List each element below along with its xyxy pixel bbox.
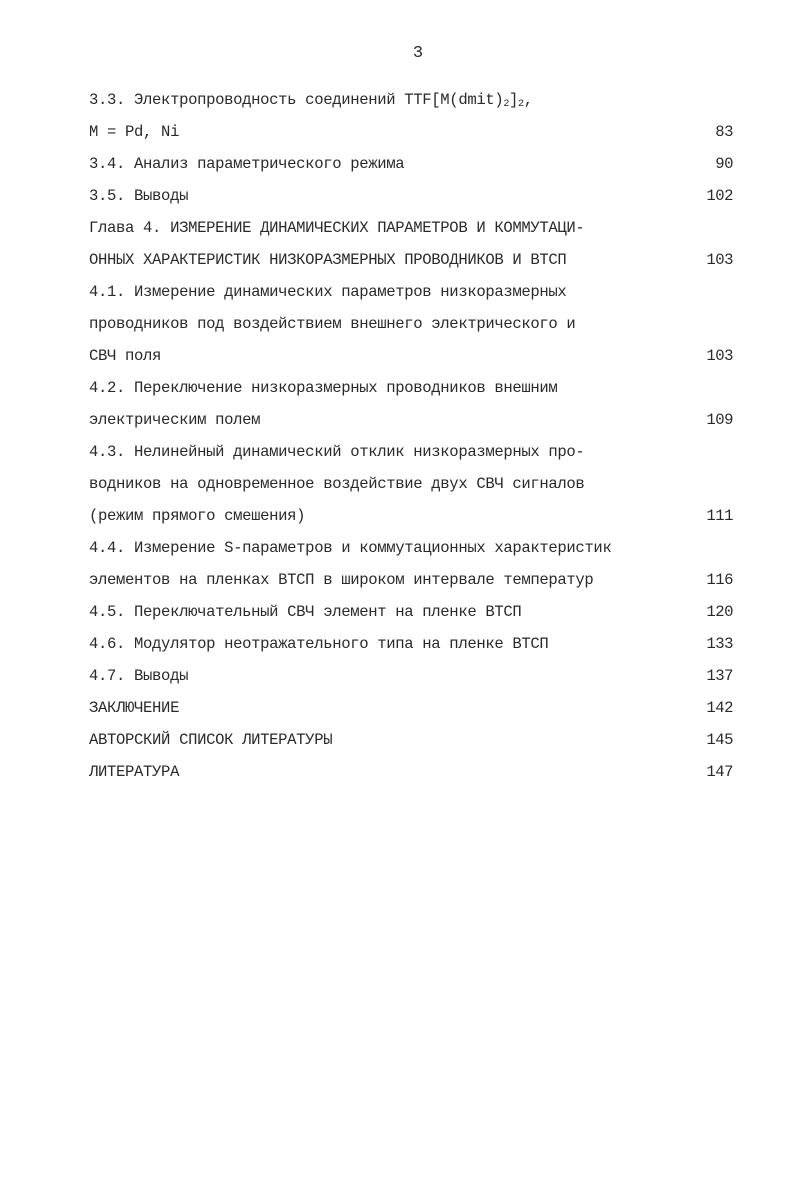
- toc-text-part: ]: [509, 91, 519, 109]
- toc-entry-references: [89, 756, 733, 788]
- toc-entry-text: [89, 84, 533, 116]
- toc-entry: [89, 628, 733, 660]
- toc-page-number: 133: [706, 635, 733, 653]
- toc-entry: [89, 596, 733, 628]
- toc-chapter-heading: [89, 212, 733, 244]
- toc-entry-3-3-title: [89, 84, 733, 116]
- toc-entry-text: ЛИТЕРАТУРА: [89, 763, 180, 781]
- toc-entry-text: элементов на пленках ВТСП в широком интервале температур: [89, 571, 594, 589]
- toc-entry-text: 4.1. Измерение динамических параметров низкоразмерных: [89, 283, 567, 301]
- table-of-contents: [89, 84, 733, 788]
- toc-entry-text: 4.4. Измерение S-параметров и коммутационных характеристик: [89, 539, 612, 557]
- toc-page-number: 120: [706, 603, 733, 621]
- toc-entry-text: водников на одновременное воздействие двух СВЧ сигналов: [89, 475, 585, 493]
- toc-entry: [89, 436, 733, 468]
- toc-entry-conclusion: [89, 692, 733, 724]
- toc-page-number: 90: [715, 155, 733, 173]
- toc-entry-text: 4.7. Выводы: [89, 667, 189, 685]
- toc-page-number: 142: [706, 699, 733, 717]
- subscript: 2: [518, 99, 524, 110]
- toc-entry-author-references: [89, 724, 733, 756]
- toc-entry-text: проводников под воздействием внешнего электрического и: [89, 315, 576, 333]
- toc-entry-text: 4.3. Нелинейный динамический отклик низкоразмерных про-: [89, 443, 585, 461]
- toc-page-number: 103: [706, 251, 733, 269]
- toc-entry-text: (режим прямого смешения): [89, 507, 306, 525]
- toc-text-part: 3.3. Электропроводность соединений TTF[M(dmit): [89, 91, 504, 109]
- toc-page-number: 116: [706, 571, 733, 589]
- toc-entry: [89, 660, 733, 692]
- toc-entry-text: 4.6. Модулятор неотражательного типа на пленке ВТСП: [89, 635, 549, 653]
- toc-chapter-heading: [89, 244, 733, 276]
- toc-entry: [89, 532, 733, 564]
- toc-entry: [89, 564, 733, 596]
- page-number: 3: [412, 44, 424, 63]
- toc-entry-text: ЗАКЛЮЧЕНИЕ: [89, 699, 180, 717]
- toc-entry: [89, 500, 733, 532]
- toc-page-number: 103: [706, 347, 733, 365]
- toc-entry-text: СВЧ поля: [89, 347, 162, 365]
- toc-entry-text: 4.2. Переключение низкоразмерных проводников внешним: [89, 379, 558, 397]
- toc-entry: [89, 372, 733, 404]
- toc-page-number: 147: [706, 763, 733, 781]
- toc-page-number: 145: [706, 731, 733, 749]
- toc-entry-text: 3.4. Анализ параметрического режима: [89, 155, 405, 173]
- toc-entry-text: электрическим полем: [89, 411, 261, 429]
- toc-entry: [89, 276, 733, 308]
- toc-entry-text: M = Pd, Ni: [89, 123, 180, 141]
- toc-page-number: 109: [706, 411, 733, 429]
- toc-entry-text: 3.5. Выводы: [89, 187, 189, 205]
- toc-text-part: ,: [523, 91, 533, 109]
- toc-page-number: 137: [706, 667, 733, 685]
- toc-entry: [89, 340, 733, 372]
- toc-entry: [89, 468, 733, 500]
- toc-entry-text: 4.5. Переключательный СВЧ элемент на пленке ВТСП: [89, 603, 522, 621]
- subscript: 2: [503, 99, 510, 110]
- toc-entry: [89, 308, 733, 340]
- toc-entry-text: Глава 4. ИЗМЕРЕНИЕ ДИНАМИЧЕСКИХ ПАРАМЕТРОВ И КОММУТАЦИ-: [89, 219, 585, 237]
- toc-entry: [89, 180, 733, 212]
- toc-entry: [89, 148, 733, 180]
- toc-page-number: 111: [706, 507, 733, 525]
- toc-entry-text: АВТОРСКИЙ СПИСОК ЛИТЕРАТУРЫ: [89, 731, 333, 749]
- toc-entry-text: ОННЫХ ХАРАКТЕРИСТИК НИЗКОРАЗМЕРНЫХ ПРОВОДНИКОВ И ВТСП: [89, 251, 567, 269]
- toc-entry: [89, 116, 733, 148]
- toc-page-number: 83: [715, 123, 733, 141]
- toc-entry: [89, 404, 733, 436]
- toc-page-number: 102: [706, 187, 733, 205]
